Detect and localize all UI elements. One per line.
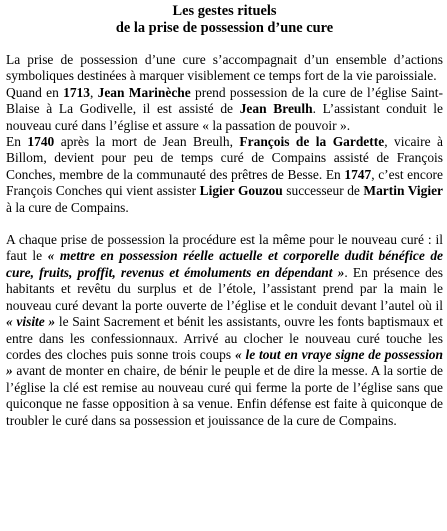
paragraph-1740: [6, 134, 443, 216]
paragraph-procedure: [6, 232, 443, 429]
intro-paragraph: [6, 52, 443, 85]
quote-signe-de-possession: « le tout en vraye signe de possession »: [6, 346, 444, 379]
text-run: après la mort de Jean Breulh,: [54, 134, 240, 150]
text-run: , vicaire à Billom, devient pour peu de temps curé de Compains assisté de François Conches, membre de la communauté des prêtres de Besse. En: [6, 134, 444, 182]
text-run: à la cure de Compains.: [6, 199, 129, 215]
text-run: avant de monter en chaire, de bénir le peuple et de dire la messe. A la sortie de l’église la clé est remise au nouveau curé qui ferme la porte de l’église sans que quiconque ne fasse opposition à sa venue. Enfin défense est faite à quiconque de troubler le curé dans sa possession et jouissance de la cure de Compains.: [6, 363, 443, 428]
text-run: prend possession de la cure de l’église Saint-Blaise à La Godivelle, il est assisté de: [6, 84, 443, 117]
text-run: . L’assistant conduit le nouveau curé dans l’église et assure « la passation de pouvoir ».: [6, 101, 443, 133]
title-line-2: de la prise de possession d’une cure: [115, 20, 334, 36]
text-run: ,: [89, 84, 98, 100]
name-martin-vigier: Martin Vigier: [363, 183, 444, 199]
name-jean-marineche: Jean Marinèche: [97, 84, 191, 100]
paragraph-gap: [6, 216, 443, 232]
title-line-1: Les gestes rituels: [172, 3, 277, 19]
year-1747: 1747: [344, 166, 372, 182]
text-run: A chaque prise de possession la procédure est la même pour le nouveau curé : il faut le: [6, 232, 443, 264]
year-1740: 1740: [27, 134, 55, 150]
quote-mettre-en-possession: « mettre en possession réelle actuelle et corporelle dudit bénéfice de cure, fruits, proffit, revenus et émoluments en dépendant »: [6, 248, 444, 280]
text-run: . En présence des habitants et revêtu du surplus et de l’étole, l’assistant prend par la main le nouveau curé devant la porte ouverte de l’église et le conduit devant l’autel où il: [6, 264, 443, 313]
name-jean-breulh: Jean Breulh: [239, 101, 313, 117]
document-title: [6, 3, 443, 37]
text-run: le Saint Sacrement et bénit les assistants, ouvre les fonts baptismaux et entre dans les confessionnaux. Arrivé au clocher le nouveau curé touche les cordes des cloches puis sonne trois coups: [6, 314, 443, 362]
text-run: , c’est encore François Conches qui vient assister: [6, 166, 443, 199]
quote-visite: « visite »: [6, 314, 56, 330]
text-run: successeur de: [282, 183, 364, 199]
year-1713: 1713: [63, 84, 90, 100]
name-ligier-gouzou: Ligier Gouzou: [199, 183, 283, 199]
name-francois-de-la-gardette: François de la Gardette: [239, 134, 385, 150]
intro-text: La prise de possession d’une cure s’accompagnait d’un ensemble d’actions symboliques destinées à marquer visiblement ce temps fort de la vie paroissiale.: [6, 52, 443, 84]
text-run: Quand en: [6, 84, 64, 100]
paragraph-1713: [6, 85, 443, 134]
text-run: En: [6, 134, 28, 150]
